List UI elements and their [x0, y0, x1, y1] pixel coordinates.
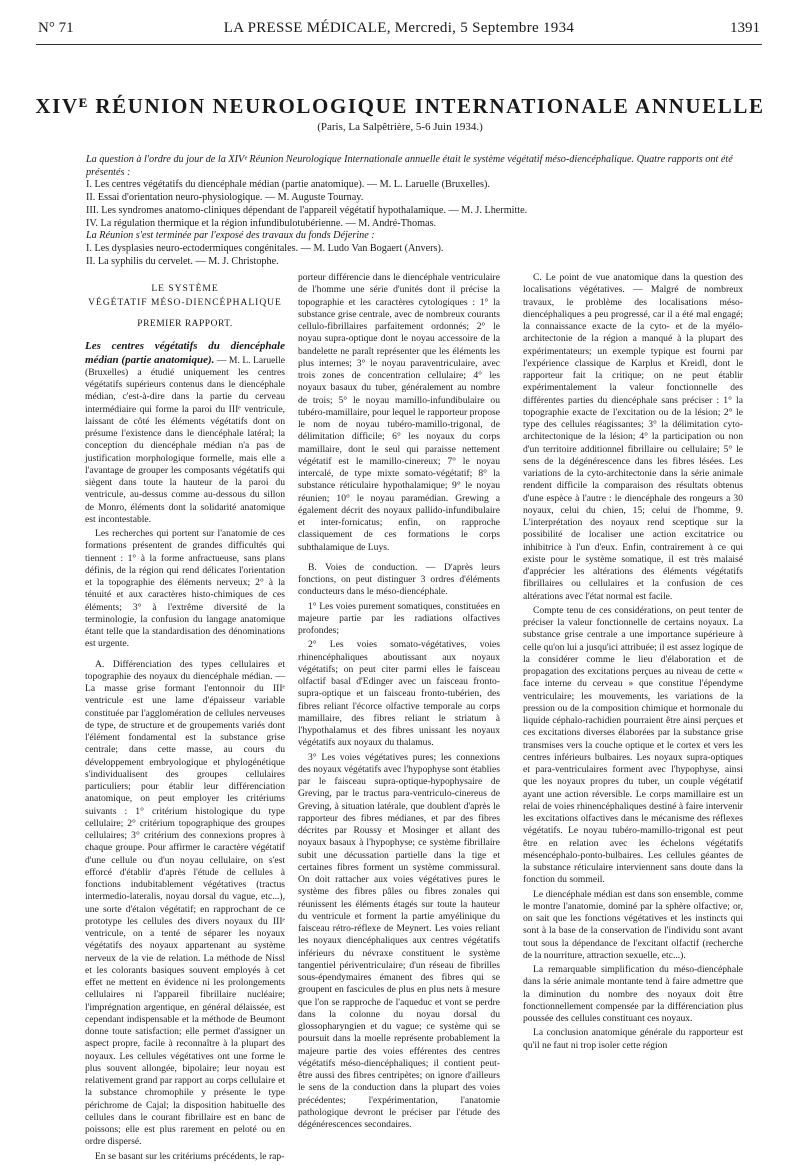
intro-block: [86, 154, 756, 268]
paragraph: En se basant sur les critériums précédents, le rap-: [95, 1150, 285, 1162]
paragraph: C. Le point de vue anatomique dans la question des localisations végétatives. — Malgré de nombreux travaux, le problème des localisations méso-diencéphaliques a peu progressé, car il a été mal engagé; la connaissance exacte de la cyto- et de la myélo-architectonie de la région a manqué à la plupart des expérimentateurs; un exemple typique est fourni par l'expérience classique de Karplus et Kreidl, dont le rapporteur fait la critique; on ne peut établir expérimentalement la valeur fonctionnelle des différentes parties du diencéphale sans préciser : 1° la topographie exacte de l'excitation ou de la lésion; 2° le type des cellules réagissantes; 3° la délimitation cyto-architectonique de la lésion; 4° la participation ou non d'un territoire additionnel fibrillaire ou cellulaire; 5° le sens de la dégénérescence dans les fibres lésées. Les variations de la cyto-architectonie dans la série animale rendent difficile la comparaison des résultats obtenus d'une espèce à l'autre : le diencéphale des rongeurs a 30 noyaux, celui du chien, 15; celui de l'homme, 9. L'interprétation des noyaux rend sceptique sur la possibilité de localiser une action excitatrice ou inhibitrice à l'un d'eux. Enfin, contrairement à ce qui existe pour le système somatique, il est très malaisé d'apprécier les altérations des éléments végétatifs fibrillaires ou cellulaires et la confusion de ces altérations avec l'état normal est facile.: [523, 272, 743, 602]
dejerine-2: II. La syphilis du cervelet. — M. J. Christophe.: [86, 255, 279, 267]
paragraph: Le diencéphale médian est dans son ensemble, comme le montre l'anatomie, dominé par la sphère olfactive; or, on sait que les fonctions végétatives et les instincts qui sont à la base de la conservation de l'individu sont avant tout sous la dépendance de l'excitant olfactif (recherche de la nourriture, attraction sexuelle, etc...).: [523, 888, 743, 961]
column-3: [523, 272, 743, 1054]
header-rule: [36, 44, 762, 45]
article-subtitle: (Paris, La Salpêtrière, 5-6 Juin 1934.): [317, 121, 483, 133]
paragraph: Compte tenu de ces considérations, on peut tenter de préciser la valeur fonctionnelle de certains noyaux. La substance grise centrale a une importance supérieure à celle qu'on lui a jusqu'ici attribuée; il est assez logique de la considérer comme le lieu d'élaboration et de propagation des excitations perçues au niveau de cette « face interne du cerveau » que constitue l'épendyme ventriculaire; les mouvements, les variations de la pression ou de la composition chimique et hormonale du liquide céphalo-rachidien pourraient être ainsi perçues et ces excitations diverses élaborées par la substance grise transmises vers la couche optique et le cortex et vers les centres inférieurs bulbaires. Les noyaux supra-optiques et para-ventriculaires forment avec l'hypophyse, ainsi que les noyaux propres du tuber, un couple végétatif ayant une action réversible. Le corps mamillaire est un relai de voies rhinencéphaliques destiné à faire intervenir les excitations olfactives dans le mécanisme des réflexes végétatifs. Le noyau tubéro-mamillo-trigonal est peut être en relation avec les échelons végétatifs mésencéphalo-ponto-bulbaires. Les cellules géantes de la substance réticulaire interviennent sans doute dans la fonction du sommeil.: [523, 604, 743, 886]
article-title: XIVᴱ RÉUNION NEUROLOGIQUE INTERNATIONALE ANNUELLE: [35, 94, 765, 118]
report-title: Les centres végétatifs du diencéphale médian (partie anatomique).: [85, 340, 285, 366]
report-heading: PREMIER RAPPORT.: [137, 319, 233, 329]
paragraph: 3° Les voies végétatives pures; les connexions des noyaux végétatifs avec l'hypophyse sont établies par le faisceau supra-optique-hypophysaire de Greving, par le tractus para-ventriculo-cinereus de Greving, à situation latérale, que doublent d'après le rapporteur des fibres médianes, et par des fibres décrites par Roussy et Mosinger et allant des noyaux basaux à l'hypophyse; ce système fibrillaire subit une décussation partielle dans la tige et certaines fibres forment un système commissural. On doit rattacher aux voies végétatives pures le système des fibres pâles ou fibres zonales qui réunissent les éléments étagés sur toute la hauteur du ventricule et forment la partie amyélinique du faisceau rétro-réflexe de Meynert. Les voies reliant les noyaux diencéphaliques aux centres végétatifs inférieurs du névraxe constituent le système tangentiel périventriculaire; d'un réseau de fibrilles sous-épendymaires émanent des fibres qui se groupent en fascicules de plus en plus nets à mesure que l'on se rapproche de l'aqueduc et vont se perdre dans la colonne du noyau dorsal du glossopharyngien et du vague; ce système qui se poursuit dans la moelle représente probablement la majeure partie des voies efférentes des centres végétatifs méso-diencéphaliques; il contient peut-être aussi des fibres centripètes; on ignore d'ailleurs le sens de la conduction dans la plupart des voies précédentes; l'expérimentation, l'anatomie pathologique devront le préciser par l'étude des dégénérescences secondaires.: [298, 751, 500, 1130]
section-heading-line-1: LE SYSTÈME: [151, 284, 219, 294]
running-head: [38, 20, 760, 40]
paragraph: B. Voies de conduction. — D'après leurs fonctions, on peut distinguer 3 ordres d'éléments conducteurs dans le méso-diencéphale.: [298, 561, 500, 598]
paragraph: A. Différenciation des types cellulaires et topographie des noyaux du diencéphale médian. — La masse grise formant l'entonnoir du IIIᵉ ventricule est une lame d'épaisseur variable constituée par l'agglomération de cellules nerveuses de type, de structure et de groupements variés dont l'élément fondamental est la substance grise centrale; dans cette masse, au cours du développement embryologique et phylogénétique s'individualisent des groupes cellulaires particuliers; pour établir leur différenciation anatomique, on peut employer les critériums suivants : 1° critérium histologique du type cellulaire; 2° critérium topographique des groupes cellulaires; 3° critérium des connexions propres à chaque groupe. Pour affirmer le caractère végétatif d'une cellule ou d'un noyau cellulaire, on s'est efforcé d'établir d'après l'étude de cellules à fonctions indubitablement végétatives (tractus intermedio-lateralis, noyau dorsal du vague, etc...), une sorte d'étalon végétatif; en rapprochant de ce prototype les cellules des divers noyaux du IIIᵉ ventricule, on a tenté de séparer les noyaux végétatifs des noyaux appartenant au système nerveux de la vie de relation. La méthode de Nissl et les colorants basiques souvent employés à cet effet ne mettent en évidence ni les prolongements cellulaires ni l'appareil fibrillaire nucléaire; l'imprégnation argentique, en général délaissée, est cependant indispensable et la méthode de Beumont donne toute satisfaction; elle permet d'assigner un aspect propre, facile à reconnaître à la plupart des noyaux. Les cellules végétatives ont une forme le plus souvent allongée, bipolaire; leur noyau est relativement grand par rapport au corps cellulaire et la substance chromophile y présente le type périchrome de Cajal; la disposition habituelle des cellules dans le courant fibrillaire est en banc de poissons; elle est plus rarement en peloté ou en ordre dispersé.: [85, 658, 285, 1148]
intro-lead: La question à l'ordre du jour de la XIVᵉ Réunion Neurologique Internationale annuelle était le système végétatif méso-diencéphalique. Quatre rapports ont été présentés :: [86, 154, 733, 178]
paragraph: 2° Les voies somato-végétatives, voies rhinencéphaliques aboutissant aux noyaux végétatifs; on peut citer parmi elles le faisceau olfactif basal d'Edinger avec un faisceau fronto-supra-optique et un faisceau fronto-tubérien, des fibres reliant l'écorce olfactive temporale au corps mamillaire, des fibres reliant le striatum à l'hypothalamus et des fibres unissant les noyaux végétatifs aux noyaux du thalamus.: [298, 639, 500, 749]
paragraph: 1° Les voies purement somatiques, constituées en majeure partie par les radiations olfactives profondes;: [298, 600, 500, 636]
issue-number: N° 71: [38, 20, 74, 36]
report-1: I. Les centres végétatifs du diencéphale médian (partie anatomique). — M. L. Laruelle (Bruxelles).: [86, 179, 490, 191]
column-2: [298, 272, 500, 1133]
paragraph: La conclusion anatomique générale du rapporteur est qu'il ne faut ni trop isoler cette région: [523, 1027, 743, 1051]
report-2: II. Essai d'orientation neuro-physiologique. — M. Auguste Tournay.: [86, 192, 364, 204]
journal-title: LA PRESSE MÉDICALE, Mercredi, 5 Septembre 1934: [223, 20, 575, 36]
paragraph: Les recherches qui portent sur l'anatomie de ces formations présentent de grandes difficultés qui tiennent : 1° à la forme anfractueuse, sans plans définis, de la région qui rend délicates l'orientation et la topographie des éléments nerveux; 2° à la ténuité et aux caractères histo-chimiques de ces éléments; 3° à l'extrême diversité de la terminologie, la confusion du langage anatomique étant telle que la standardisation des dénominations est urgente.: [85, 528, 285, 650]
column-1: [85, 282, 285, 1165]
section-heading-line-2: VÉGÉTATIF MÉSO-DIENCÉPHALIQUE: [88, 298, 282, 308]
paragraph: La remarquable simplification du méso-diencéphale dans la série animale montante tend à faire admettre que la diminution du nombre des noyaux doit être fonctionnellement compensée par la différenciation plus poussée des cellules constituant ces noyaux.: [523, 964, 743, 1024]
section-heading: [85, 282, 285, 310]
intro-lead-2: La Réunion s'est terminée par l'exposé des travaux du fonds Déjerine :: [86, 230, 375, 242]
report-3: III. Les syndromes anatomo-cliniques dépendant de l'appareil végétatif hypothalamique. — M. J. Lhermitte.: [86, 204, 528, 216]
report-4: IV. La régulation thermique et la région infundibulotubérienne. — M. André-Thomas.: [86, 217, 437, 229]
dejerine-1: I. Les dysplasies neuro-ectodermiques congénitales. — M. Ludo Van Bogaert (Anvers).: [86, 242, 444, 254]
paragraph: — M. L. Laruelle (Bruxelles) a étudié uniquement les centres végétatifs supérieurs contenus dans le diencéphale médian, c'est-à-dire dans la partie du cerveau intermédiaire qui forme la paroi du IIIᵉ ventricule, laissant de côté les éléments végétatifs dont on présume l'existence dans le diencéphale latéral; la conception du diencéphale médian n'a pas de justification morphologique formelle, mais elle a l'avantage de grouper les composants végétatifs qui siègent dans toute la hauteur de la paroi du ventricule, au-dessus comme au-dessous du sillon de Monro, éléments dont la solidarité anatomique est incontestable.: [85, 354, 285, 525]
page-number: 1391: [730, 20, 760, 36]
paragraph: porteur différencie dans le diencéphale ventriculaire de l'homme une série d'unités dont il précise la topographie et les caractères cytologiques : 1° la substance grise centrale, avec de nombreux courants cellulo-fibrillaires parfaitement ordonnés; 2° le noyau supra-optique dont le noyau accessoire de la bandelette ne paraît représenter que les éléments les plus internes; 3° le noyau paraventriculaire, avec trois zones de concentration cellulaire; 4° les noyaux basaux du tuber, généralement au nombre de trois; 5° le noyau mamillo-infundibulaire ou tubéro-mamillaire, pour lequel le rapporteur propose le nom de noyau tubéro-mamillo-trigonal, de délimitation difficile; 6° les noyaux du corps mamillaire, dont le seul qui paraisse nettement végétatif est le mamillo-cinereux; 7° le noyau intercalé, de type mixte somato-végétatif; 8° la substance réticulaire hypothalamique; 9° le noyau réunien; 10° le noyau paramédian. Grewing a également décrit des noyaux pallido-infundibulaire et inter-fornicatus; enfin, on rapproche classiquement de ces formations le corps subthalamique de Luys.: [298, 272, 500, 553]
